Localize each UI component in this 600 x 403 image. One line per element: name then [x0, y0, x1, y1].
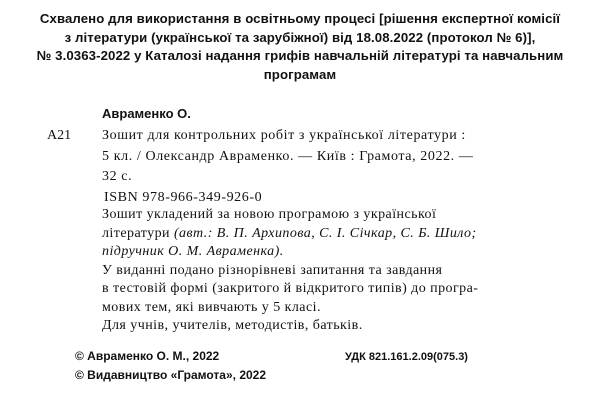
biblio-line: 5 кл. / Олександр Авраменко. — Київ : Грамота, 2022. — [102, 148, 474, 164]
classification-code: А21 [47, 128, 72, 143]
annotation-line: Зошит укладений за новою програмою з української [102, 207, 437, 222]
approval-line: програмам [263, 66, 337, 82]
annotation-authors: (авт.: В. П. Архипова, С. І. Січкар, С. Б. Шило; [173, 225, 477, 241]
annotation-line [102, 225, 492, 244]
annotation-text: літератури [102, 225, 174, 241]
author-heading: Авраменко О. [102, 106, 191, 121]
copyright-author: © Авраменко О. М., 2022 [75, 349, 220, 363]
isbn: ISBN 978-966-349-926-0 [104, 189, 263, 205]
biblio-line: Зошит для контрольних робіт з української літератури : [102, 128, 466, 143]
annotation-line: Для учнів, учителів, методистів, батьків. [102, 318, 363, 333]
annotation-line: У виданні подано різнорівневі запитання та завдання [102, 262, 443, 278]
bibliographic-description [102, 126, 532, 208]
annotation-textbook: підручник О. М. Авраменка). [102, 244, 284, 259]
approval-line: Схвалено для використання в освітньому процесі [рішення експертної комісії [39, 11, 561, 26]
annotation-line [102, 243, 492, 262]
annotation-line: в тестовій формі (закритого й відкритого типів) до програ- [102, 281, 479, 296]
annotation-line: мових тем, які вивчають у 5 класі. [102, 299, 321, 315]
approval-line: № 3.0363-2022 у Каталозі надання грифів навчальній літературі та навчальним [36, 48, 564, 63]
annotation [102, 206, 492, 336]
approval-notice [14, 10, 586, 84]
udk-code: УДК 821.161.2.09(075.3) [345, 351, 468, 363]
copyright-publisher: © Видавництво «Грамота», 2022 [75, 368, 267, 382]
biblio-line: 32 с. [102, 169, 133, 184]
approval-line: з літератури (української та зарубіжної) від 18.08.2022 (протокол № 6)], [64, 29, 536, 45]
